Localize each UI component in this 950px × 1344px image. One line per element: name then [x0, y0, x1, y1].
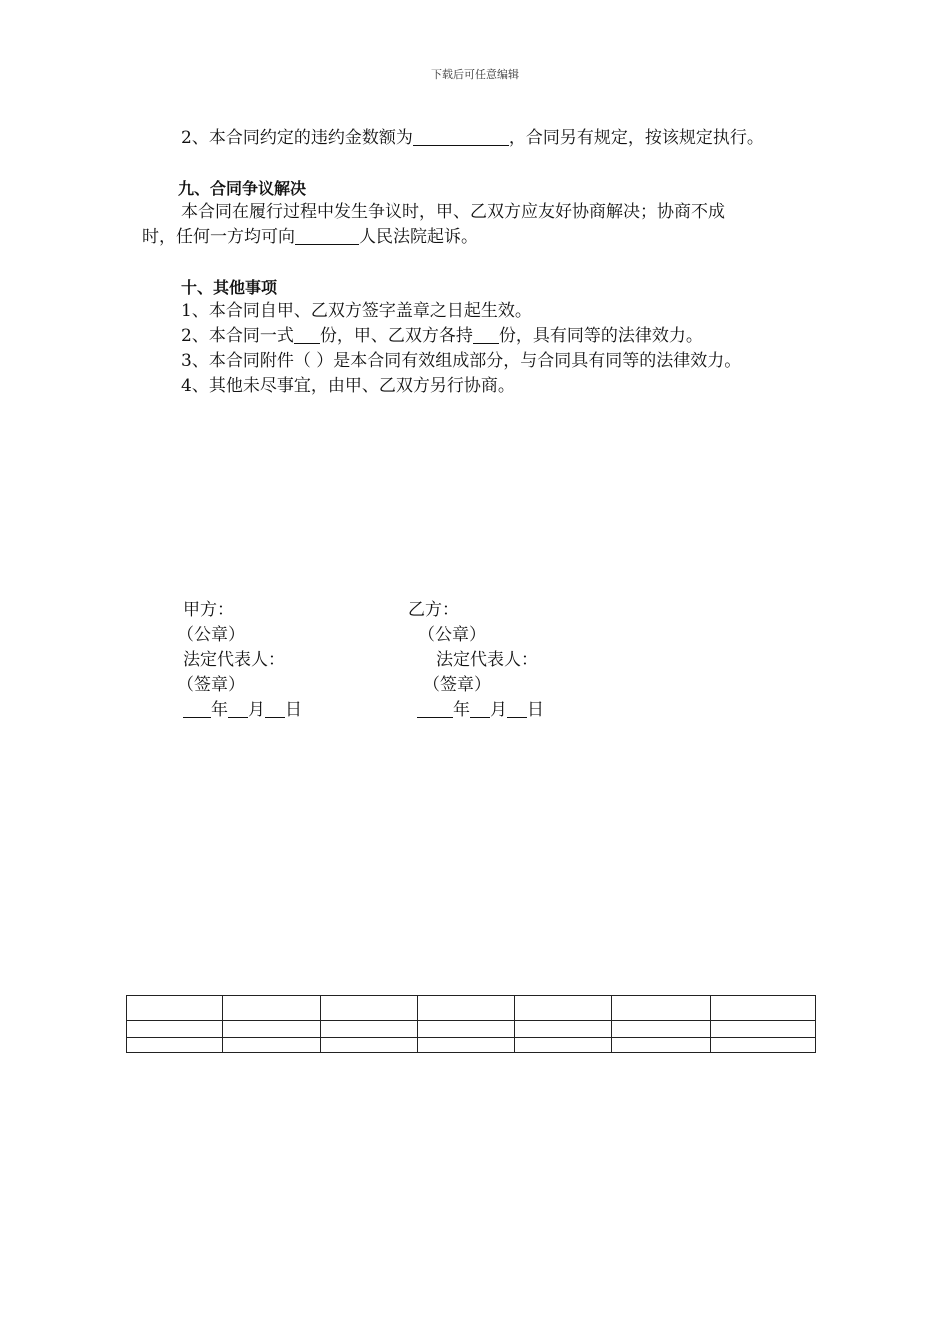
total-copies-blank[interactable] [294, 326, 320, 344]
year-label: 年 [453, 700, 470, 720]
party-a-month-blank[interactable] [228, 700, 248, 718]
court-clause-suffix: 人民法院起诉。 [359, 227, 478, 247]
section-9-title: 九、合同争议解决 [178, 179, 307, 198]
table-cell[interactable] [320, 1021, 417, 1038]
party-a-date [183, 698, 302, 723]
table-cell[interactable] [710, 1021, 815, 1038]
party-b-month-blank[interactable] [470, 700, 490, 718]
table-cell[interactable] [710, 1038, 815, 1053]
party-b-label: 乙方： [408, 600, 459, 620]
party-a-day-blank[interactable] [265, 700, 285, 718]
table-cell[interactable] [515, 996, 612, 1021]
day-label: 日 [527, 700, 544, 720]
table-cell[interactable] [223, 1038, 320, 1053]
court-clause-prefix: 时，任何一方均可向 [142, 227, 295, 247]
table-cell[interactable] [223, 996, 320, 1021]
day-label: 日 [285, 700, 302, 720]
party-b-seal: （公章） [418, 625, 486, 645]
section-10-item-2 [181, 324, 703, 349]
month-label: 月 [490, 700, 507, 720]
penalty-clause [181, 126, 764, 151]
table-cell[interactable] [612, 1038, 710, 1053]
blank-table [126, 995, 816, 1053]
table-cell[interactable] [515, 1021, 612, 1038]
party-a-seal: （公章） [177, 625, 245, 645]
penalty-clause-prefix: 2、本合同约定的违约金数额为 [181, 128, 413, 148]
table-row [127, 1021, 816, 1038]
table-cell[interactable] [417, 1021, 514, 1038]
year-label: 年 [211, 700, 228, 720]
table-cell[interactable] [417, 1038, 514, 1053]
penalty-clause-suffix: ，合同另有规定，按该规定执行。 [508, 128, 764, 148]
party-a-label: 甲方： [183, 600, 234, 620]
party-a-signature: （签章） [177, 675, 245, 695]
table-row [127, 1038, 816, 1053]
month-label: 月 [248, 700, 265, 720]
party-b-day-blank[interactable] [507, 700, 527, 718]
party-b-signature: （签章） [423, 675, 491, 695]
header-note: 下载后可任意编辑 [431, 68, 519, 81]
party-a-representative: 法定代表人： [183, 650, 285, 670]
table-cell[interactable] [515, 1038, 612, 1053]
section-10-item-1: 1、本合同自甲、乙双方签字盖章之日起生效。 [181, 301, 532, 321]
table-cell[interactable] [320, 1038, 417, 1053]
table-cell[interactable] [127, 996, 223, 1021]
section-10-item-3: 3、本合同附件（ ）是本合同有效组成部分，与合同具有同等的法律效力。 [181, 351, 742, 371]
section-10-title: 十、其他事项 [181, 278, 278, 297]
table-cell[interactable] [612, 996, 710, 1021]
copies-suffix: 份，具有同等的法律效力。 [498, 326, 703, 346]
court-name-blank[interactable] [295, 227, 359, 245]
party-a-year-blank[interactable] [183, 700, 211, 718]
party-b-year-blank[interactable] [417, 700, 453, 718]
table-row [127, 996, 816, 1021]
copies-prefix: 2、本合同一式 [181, 326, 294, 346]
table-cell[interactable] [127, 1021, 223, 1038]
section-10-item-4: 4、其他未尽事宜，由甲、乙双方另行协商。 [181, 376, 515, 396]
table-cell[interactable] [710, 996, 815, 1021]
table-cell[interactable] [127, 1038, 223, 1053]
copies-middle: 份，甲、乙双方各持 [319, 326, 473, 346]
table-cell[interactable] [417, 996, 514, 1021]
party-b-date [417, 698, 544, 723]
table-cell[interactable] [223, 1021, 320, 1038]
penalty-amount-blank[interactable] [413, 128, 509, 146]
party-b-representative: 法定代表人： [436, 650, 538, 670]
section-9-line-2 [142, 225, 478, 250]
each-copies-blank[interactable] [473, 326, 499, 344]
table-cell[interactable] [320, 996, 417, 1021]
table-cell[interactable] [612, 1021, 710, 1038]
section-9-line-1: 本合同在履行过程中发生争议时，甲、乙双方应友好协商解决；协商不成 [181, 202, 725, 222]
